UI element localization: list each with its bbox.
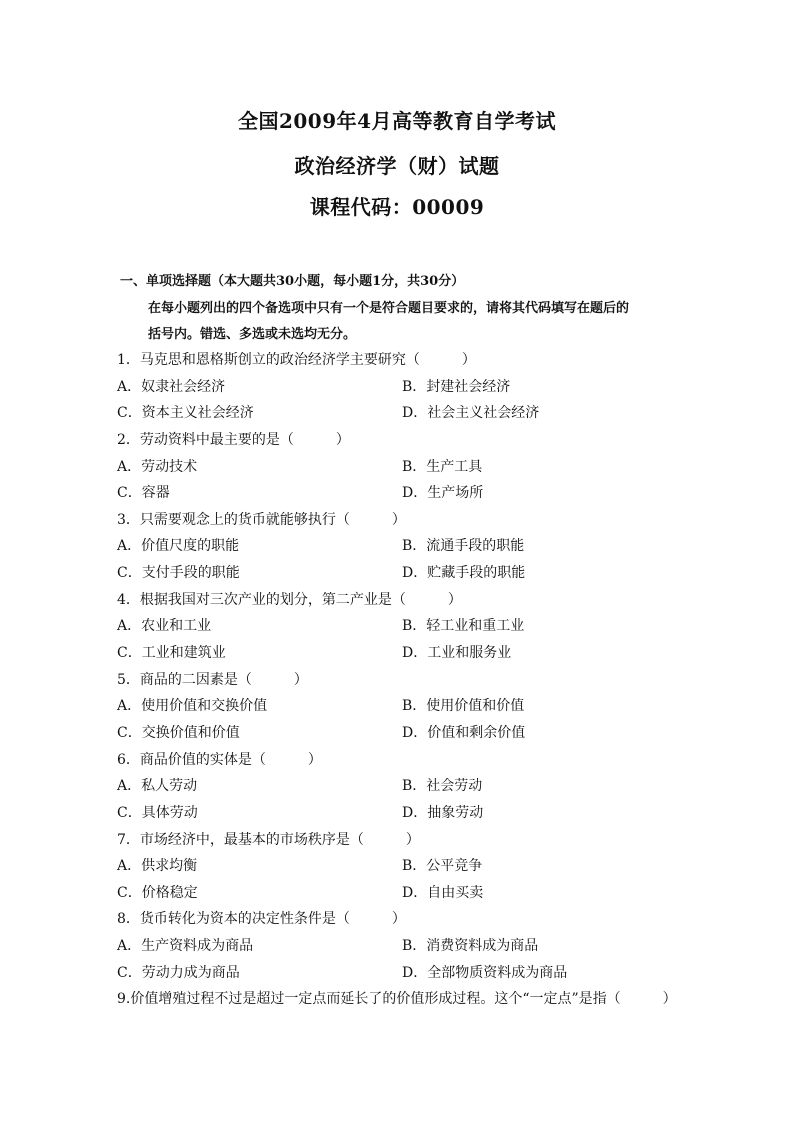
exam-title: 全国2009年4月高等教育自学考试	[237, 109, 557, 133]
option-row	[117, 454, 677, 481]
question-stem: 3．只需要观念上的货币就能够执行（ ）	[117, 511, 406, 528]
question-stem: 9.价值增殖过程不过是超过一定点而延长了的价值形成过程。这个“一定点”是指（ ）	[117, 991, 677, 1008]
option-row	[117, 400, 677, 427]
option-row	[117, 800, 677, 827]
option-row	[117, 960, 677, 987]
instruction-line-2: 括号内。错选、多选或未选均无分。	[148, 327, 357, 342]
option-c: C．容器	[117, 485, 170, 502]
instruction-line-1: 在每小题列出的四个备选项中只有一个是符合题目要求的，请将其代码填写在题后的	[148, 301, 630, 316]
option-row	[117, 480, 677, 507]
option-d: D．生产场所	[402, 485, 484, 502]
option-row	[117, 720, 677, 747]
option-c: C．价格稳定	[117, 884, 198, 901]
option-row	[117, 853, 677, 880]
question-stem: 7．市场经济中，最基本的市场秩序是（ ）	[117, 831, 420, 848]
option-b: B．轻工业和重工业	[402, 618, 525, 635]
subject-title: 政治经济学（财）试题	[294, 154, 500, 178]
option-b: B．流通手段的职能	[402, 538, 525, 555]
option-b: B．封建社会经济	[402, 378, 511, 395]
question-stem: 6．商品价值的实体是（ ）	[117, 751, 322, 768]
option-d: D．价值和剩余价值	[402, 724, 526, 741]
option-c: C．交换价值和价值	[117, 724, 240, 741]
option-d: D．贮藏手段的职能	[402, 565, 526, 582]
option-b: B．社会劳动	[402, 778, 483, 795]
question-stem: 4．根据我国对三次产业的划分，第二产业是（ ）	[117, 591, 462, 608]
option-d: D．抽象劳动	[402, 804, 484, 821]
option-a: A．奴隶社会经济	[117, 378, 226, 395]
option-row	[117, 533, 677, 560]
option-d: D．全部物质资料成为商品	[402, 964, 568, 981]
question-stem: 8．货币转化为资本的决定性条件是（ ）	[117, 911, 406, 928]
option-row	[117, 560, 677, 587]
course-code: 课程代码：00009	[309, 195, 485, 219]
option-d: D．工业和服务业	[402, 645, 512, 662]
option-c: C．具体劳动	[117, 804, 198, 821]
option-a: A．生产资料成为商品	[117, 938, 254, 955]
option-a: A．私人劳动	[117, 778, 198, 795]
option-a: A．农业和工业	[117, 618, 212, 635]
option-row	[117, 880, 677, 907]
option-row	[117, 773, 677, 800]
option-b: B．使用价值和价值	[402, 698, 525, 715]
option-b: B．公平竞争	[402, 858, 483, 875]
option-a: A．价值尺度的职能	[117, 538, 240, 555]
option-row	[117, 640, 677, 667]
option-row	[117, 693, 677, 720]
question-stem: 5．商品的二因素是（ ）	[117, 671, 308, 688]
option-a: A．劳动技术	[117, 458, 198, 475]
option-c: C．支付手段的职能	[117, 565, 240, 582]
option-row	[117, 933, 677, 960]
option-c: C．工业和建筑业	[117, 645, 226, 662]
option-d: D．社会主义社会经济	[402, 405, 540, 422]
option-c: C．劳动力成为商品	[117, 964, 240, 981]
option-a: A．使用价值和交换价值	[117, 698, 268, 715]
option-c: C．资本主义社会经济	[117, 405, 254, 422]
option-d: D．自由买卖	[402, 884, 484, 901]
option-row	[117, 613, 677, 640]
section-heading: 一、单项选择题（本大题共30小题，每小题1分，共30分）	[120, 274, 465, 289]
option-row	[117, 374, 677, 401]
question-stem: 2．劳动资料中最主要的是（ ）	[117, 431, 350, 448]
option-b: B．消费资料成为商品	[402, 938, 539, 955]
option-b: B．生产工具	[402, 458, 483, 475]
question-list	[117, 347, 677, 1013]
option-a: A．供求均衡	[117, 858, 198, 875]
question-stem: 1．马克思和恩格斯创立的政治经济学主要研究（ ）	[117, 352, 476, 368]
